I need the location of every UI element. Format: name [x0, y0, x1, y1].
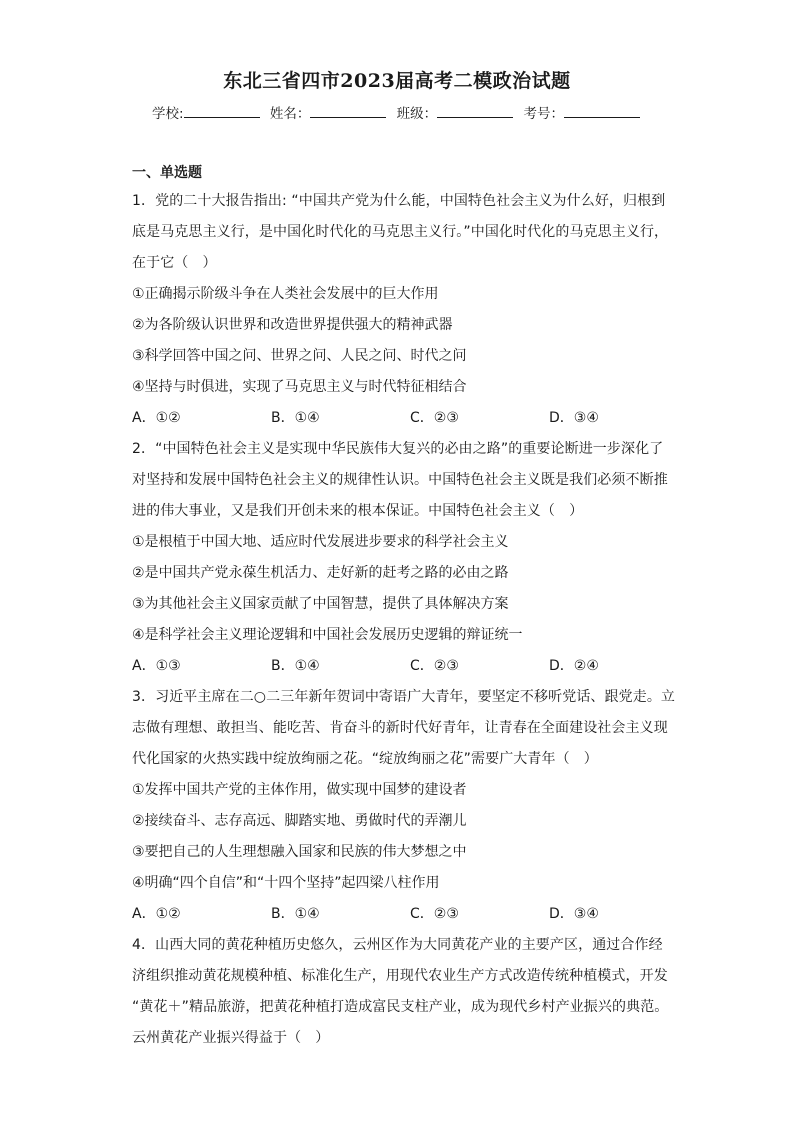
question-stem-line: 进的伟大事业，又是我们开创未来的根本保证。中国特色社会主义（ ） — [132, 503, 584, 519]
answer-options — [132, 651, 677, 682]
option-a[interactable]: A．①② — [132, 410, 181, 426]
question-stem-line: “黄花＋”精品旅游，把黄花种植打造成富民支柱产业，成为现代乡村产业振兴的典范。 — [132, 999, 669, 1015]
statement-item: ③为其他社会主义国家贡献了中国智慧，提供了具体解决方案 — [132, 596, 509, 612]
question-stem-line: 在于它（ ） — [132, 255, 217, 271]
statement-item: ④是科学社会主义理论逻辑和中国社会发展历史逻辑的辩证统一 — [132, 627, 523, 643]
question-stem-line: 代化国家的火热实践中绽放绚丽之花。“绽放绚丽之花”需要广大青年（ ） — [132, 751, 598, 767]
statement-item: ②接续奋斗、志存高远、脚踏实地、勇做时代的弄潮儿 — [132, 813, 467, 829]
exam-no-blank[interactable] — [564, 105, 640, 118]
question-stem-line: 1．党的二十大报告指出: “中国共产党为什么能，中国特色社会主义为什么好，归根到 — [132, 193, 666, 209]
question-stem-line: 对坚持和发展中国特色社会主义的规律性认识。中国特色社会主义既是我们必须不断推 — [132, 472, 668, 488]
statement-item: ④明确“四个自信”和“十四个坚持”起四梁八柱作用 — [132, 875, 440, 891]
question-stem-line: 4．山西大同的黄花种植历史悠久，云州区作为大同黄花产业的主要产区，通过合作经 — [132, 937, 663, 953]
school-field — [152, 102, 262, 122]
name-label: 姓名： — [269, 106, 311, 122]
exam-no-field — [523, 102, 642, 122]
question-3 — [132, 682, 677, 930]
question-stem-line: 济组织推动黄花规模种植、标准化生产，用现代农业生产方式改造传统种植模式，开发 — [132, 968, 668, 984]
class-field — [397, 102, 516, 122]
statement-item: ③要把自己的人生理想融入国家和民族的伟大梦想之中 — [132, 844, 467, 860]
name-field — [270, 102, 389, 122]
question-content — [132, 160, 677, 1054]
statement-item: ④坚持与时俱进，实现了马克思主义与时代特征相结合 — [132, 379, 467, 395]
option-d[interactable]: D．③④ — [549, 906, 599, 922]
answer-options — [132, 899, 677, 930]
option-d[interactable]: D．②④ — [549, 658, 599, 674]
statement-item: ①发挥中国共产党的主体作用，做实现中国梦的建设者 — [132, 782, 467, 798]
question-4 — [132, 930, 677, 1054]
option-b[interactable]: B．①④ — [271, 658, 320, 674]
question-stem-line: 2．“中国特色社会主义是实现中华民族伟大复兴的必由之路”的重要论断进一步深化了 — [132, 441, 664, 457]
statement-item: ①是根植于中国大地、适应时代发展进步要求的科学社会主义 — [132, 534, 509, 550]
name-blank[interactable] — [310, 105, 386, 118]
answer-options — [132, 403, 677, 434]
option-a[interactable]: A．①③ — [132, 658, 181, 674]
exam-no-label: 考号： — [523, 106, 564, 122]
question-2 — [132, 434, 677, 682]
option-b[interactable]: B．①④ — [271, 410, 320, 426]
option-d[interactable]: D．③④ — [549, 410, 599, 426]
school-blank[interactable] — [184, 105, 260, 118]
option-a[interactable]: A．①② — [132, 906, 181, 922]
statement-item: ②为各阶级认识世界和改造世界提供强大的精神武器 — [132, 317, 453, 333]
option-b[interactable]: B．①④ — [271, 906, 320, 922]
statement-item: ③科学回答中国之问、世界之问、人民之问、时代之问 — [132, 348, 467, 364]
class-label: 班级： — [396, 106, 438, 122]
option-c[interactable]: C．②③ — [410, 658, 459, 674]
question-1 — [132, 186, 677, 434]
question-stem-line: 云州黄花产业振兴得益于（ ） — [132, 1030, 330, 1046]
option-c[interactable]: C．②③ — [410, 906, 459, 922]
class-blank[interactable] — [437, 105, 513, 118]
school-label: 学校: — [152, 106, 184, 122]
statement-item: ①正确揭示阶级斗争在人类社会发展中的巨大作用 — [132, 286, 439, 302]
question-stem-line: 志做有理想、敢担当、能吃苦、肯奋斗的新时代好青年，让青春在全面建设社会主义现 — [132, 720, 668, 736]
option-c[interactable]: C．②③ — [410, 410, 459, 426]
student-info-bar — [0, 102, 794, 122]
page-title: 东北三省四市2023届高考二模政治试题 — [223, 70, 571, 92]
section-heading: 一、单选题 — [132, 165, 202, 181]
question-stem-line: 底是马克思主义行，是中国化时代化的马克思主义行。”中国化时代化的马克思主义行， — [132, 224, 669, 240]
question-stem-line: 3．习近平主席在二○二三年新年贺词中寄语广大青年，要坚定不移听党话、跟党走。立 — [132, 689, 676, 705]
statement-item: ②是中国共产党永葆生机活力、走好新的赶考之路的必由之路 — [132, 565, 509, 581]
